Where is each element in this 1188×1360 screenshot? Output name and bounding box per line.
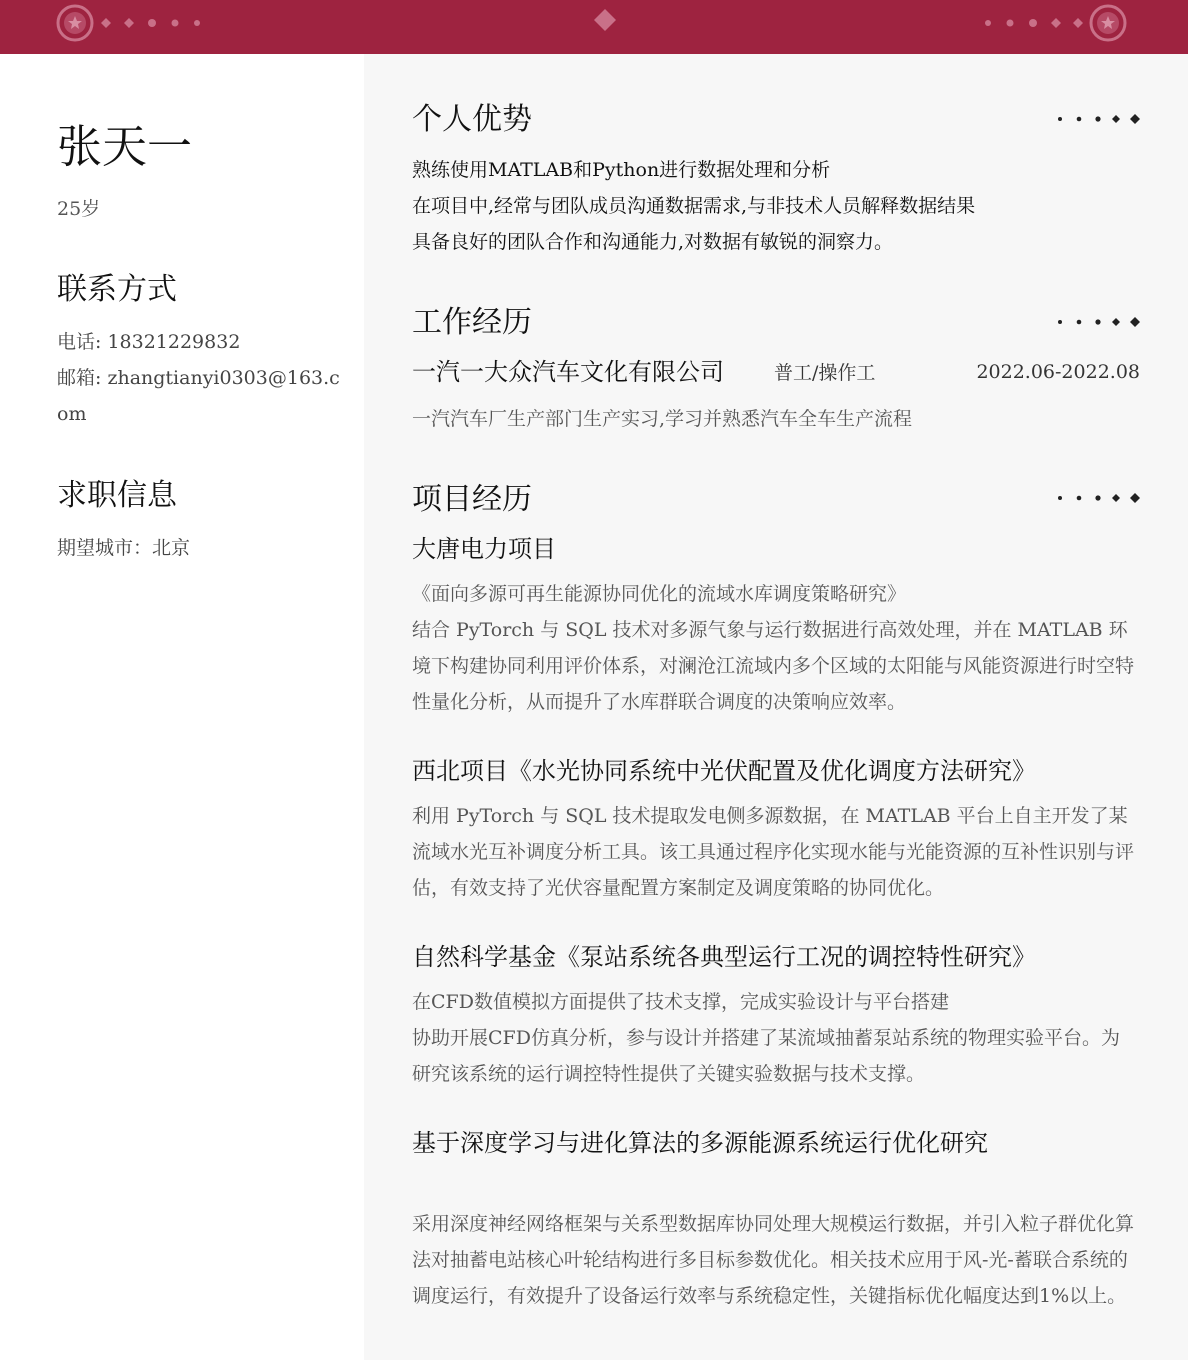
project-2-description: 利用 PyTorch 与 SQL 技术提取发电侧多源数据，在 MATLAB 平台上自主开发了某流域水光互补调度分析工具。该工具通过程序化实现水能与光能资源的互补性识别与评估，有效支持了光伏容量配置方案制定及调度策略的协同优化。 (412, 805, 1135, 899)
project-1-title: 大唐电力项目 (412, 535, 556, 563)
contact-phone: 电话: 18321229832 (57, 331, 241, 353)
dot-trail-left (101, 18, 200, 28)
project-2-title: 西北项目《水光协同系统中光伏配置及优化调度方法研究》 (412, 757, 1036, 785)
wheel-icon-right (1091, 6, 1125, 40)
project-4-description: 采用深度神经网络框架与关系型数据库协同处理大规模运行数据，并引入粒子群优化算法对抽蓄电站核心叶轮结构进行多目标参数优化。相关技术应用于风-光-蓄联合系统的调度运行，有效提升了设备运行效率与系统稳定性，关键指标优化幅度达到1%以上。 (412, 1213, 1135, 1307)
advantages-heading: 个人优势 (412, 102, 532, 137)
project-3-description: 在CFD数值模拟方面提供了技术支撑，完成实验设计与平台搭建 协助开展CFD仿真分析，参与设计并搭建了某流域抽蓄泵站系统的物理实验平台。为研究该系统的运行调控特性提供了关键实验数据与技术支撑。 (412, 991, 1120, 1085)
advantage-line-1: 熟练使用MATLAB和Python进行数据处理和分析 (412, 159, 831, 181)
contact-heading: 联系方式 (57, 272, 177, 307)
work-role: 普工/操作工 (774, 362, 876, 384)
job-heading: 求职信息 (57, 478, 177, 513)
work-date: 2022.06-2022.08 (976, 361, 1140, 383)
top-banner (0, 0, 1188, 54)
advantage-line-3: 具备良好的团队合作和沟通能力,对数据有敏锐的洞察力。 (412, 231, 894, 253)
wheel-icon-left (58, 6, 92, 40)
diamond-icon-center (594, 9, 616, 31)
dot-trail-icon (1054, 111, 1144, 127)
work-heading: 工作经历 (412, 305, 532, 340)
project-1-description: 《面向多源可再生能源协同优化的流域水库调度策略研究》 结合 PyTorch 与 SQL 技术对多源气象与运行数据进行高效处理，并在 MATLAB 环境下构建协同利用评价体系，对澜沧江流域内多个区域的太阳能与风能资源进行时空特性量化分析，从而提升了水库群联合调度的决策响应效率。 (412, 583, 1135, 713)
work-description: 一汽汽车厂生产部门生产实习,学习并熟悉汽车全车生产流程 (412, 408, 913, 430)
contact-email: 邮箱: zhangtianyi0303@163.com (57, 367, 340, 425)
candidate-name: 张天一 (57, 120, 193, 173)
dot-trail-right (985, 18, 1083, 28)
candidate-age: 25岁 (57, 198, 101, 220)
banner-decor (0, 0, 1188, 54)
dot-trail-icon (1054, 314, 1144, 330)
work-company: 一汽一大众汽车文化有限公司 (412, 358, 724, 386)
project-3-title: 自然科学基金《泵站系统各典型运行工况的调控特性研究》 (412, 943, 1036, 971)
project-4-title: 基于深度学习与进化算法的多源能源系统运行优化研究 (412, 1129, 988, 1157)
advantage-line-2: 在项目中,经常与团队成员沟通数据需求,与非技术人员解释数据结果 (412, 195, 976, 217)
dot-trail-icon (1054, 490, 1144, 506)
sidebar (0, 54, 364, 1360)
projects-heading: 项目经历 (412, 482, 532, 517)
job-city: 期望城市：北京 (57, 537, 191, 559)
